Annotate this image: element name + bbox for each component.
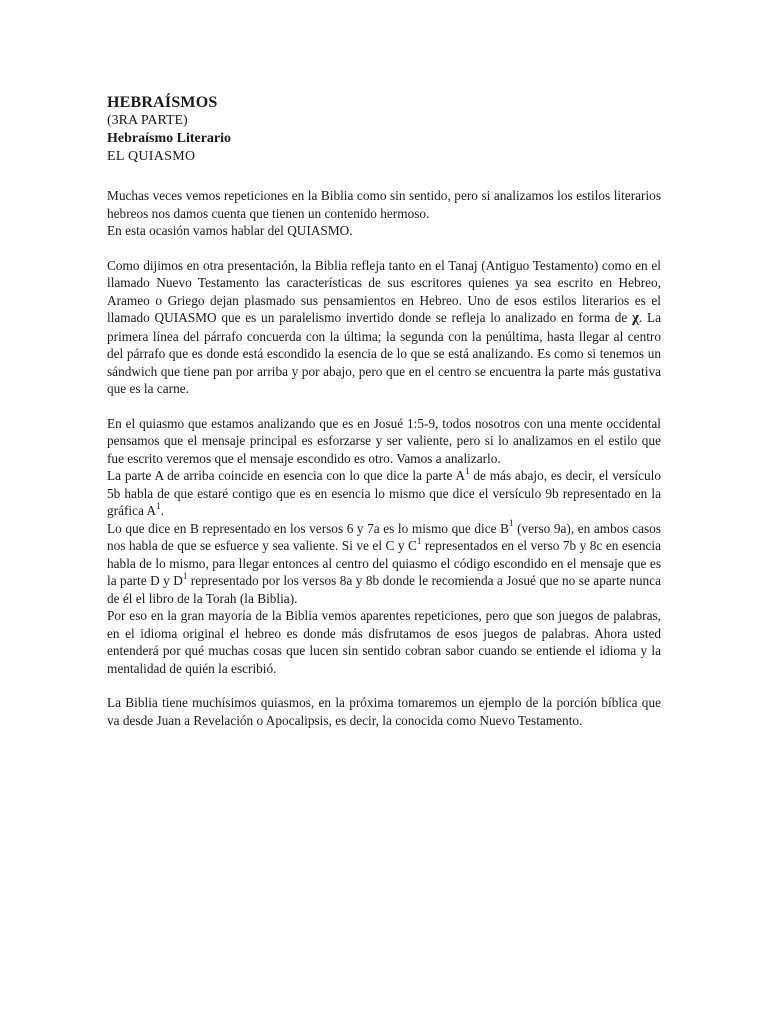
paragraph-parte-a [107,467,661,520]
paragraph-parte-a-text-a: La parte A de arriba coincide en esencia con lo que dice la parte A [107,468,466,483]
paragraph-presentation [107,257,661,398]
paragraph-intro-line2 [107,222,661,240]
paragraph-repeticiones-text: Por eso en la gran mayoría de la Biblia vemos aparentes repeticiones, pero que son juegos de palabras, en el idioma original el hebreo es donde más disfrutamos de esos juegos de palabras. Ahora usted entenderá por qué muchas cosas que lucen sin sentido cobran sabor cuando se entiende el idioma y la mentalidad de quién la escribió. [107,608,661,676]
paragraph-intro-text: Muchas veces vemos repeticiones en la Biblia como sin sentido, pero si analizamos los estilos literarios hebreos nos damos cuenta que tienen un contenido hermoso. [107,188,661,221]
paragraph-josue [107,415,661,468]
superscript-one: 1 [182,570,188,581]
paragraph-conclusion [107,694,661,729]
document-subtitle: (3RA PARTE) [107,113,188,128]
paragraph-presentation-text-a: Como dijimos en otra presentación, la Biblia refleja tanto en el Tanaj (Antiguo Testamento) como en el llamado Nuevo Testamento las características de sus escritores quienes ya sea escrito en Hebreo, Arameo o Griego dejan plasmado sus pensamientos en Hebreo. Uno de esos estilos literarios es el llamado QUIASMO que es un paralelismo invertido donde se refleja lo analizado en forma de [107,257,661,325]
section-subheading: EL QUIASMO [107,149,196,164]
superscript-one: 1 [509,518,514,529]
superscript-one: 1 [465,465,470,476]
chi-symbol: χ [631,310,639,326]
document-title: HEBRAÍSMOS [107,94,218,111]
superscript-one: 1 [416,535,422,546]
paragraph-parte-a-text-c: . [160,503,164,518]
paragraph-parte-b [107,520,661,608]
document-page [107,93,661,729]
paragraph-josue-text: En el quiasmo que estamos analizando que es en Josué 1:5-9, todos nosotros con una mente occidental pensamos que el mensaje principal es esforzarse y ser valiente, pero si lo analizamos en el estilo que fue escrito veremos que el mensaje escondido es otro. Vamos a analizarlo. [107,415,661,466]
paragraph-conclusion-text: La Biblia tiene muchísimos quiasmos, en la próxima tomaremos un ejemplo de la porción bíblica que va desde Juan a Revelación o Apocalipsis, es decir, la conocida como Nuevo Testamento. [107,695,661,728]
paragraph-presentation-text-b: . La primera línea del párrafo concuerda con la última; la segunda con la penúltima, hasta llegar al centro del párrafo que es donde está escondido la esencia de lo que se está analizando. Es como si tenemos un sándwich que tiene pan por arriba y por abajo, pero que en el centro se encuentra la parte más gustativa que es la carne. [107,310,661,396]
paragraph-parte-b-text-d: representado por los versos 8a y 8b donde le recomienda a Josué que no se aparte nunca de él el libro de la Torah (la Biblia). [107,573,661,606]
superscript-one: 1 [156,500,161,511]
paragraph-repeticiones [107,607,661,677]
paragraph-parte-a-text-b: de más abajo, es decir, el versículo 5b habla de que estaré contigo que es en esencia lo mismo que dice el versículo 9b representado en la gráfica A [107,468,661,518]
paragraph-parte-b-text-a: Lo que dice en B representado en los versos 6 y 7a es lo mismo que dice B [107,520,509,536]
paragraph-parte-b-text-b: (verso 9a), en ambos casos nos habla de que se esfuerce y sea valiente. Si ve el C y C [107,520,661,553]
paragraph-intro-line2-text: En esta ocasión vamos hablar del QUIASMO. [107,223,353,238]
section-heading: Hebraísmo Literario [107,131,232,146]
paragraph-intro [107,187,661,222]
paragraph-parte-b-text-c: representados en el verso 7b y 8c en esencia habla de lo mismo, para llegar entonces al centro del quiasmo el código escondido en el mensaje que es la parte D y D [107,538,662,588]
